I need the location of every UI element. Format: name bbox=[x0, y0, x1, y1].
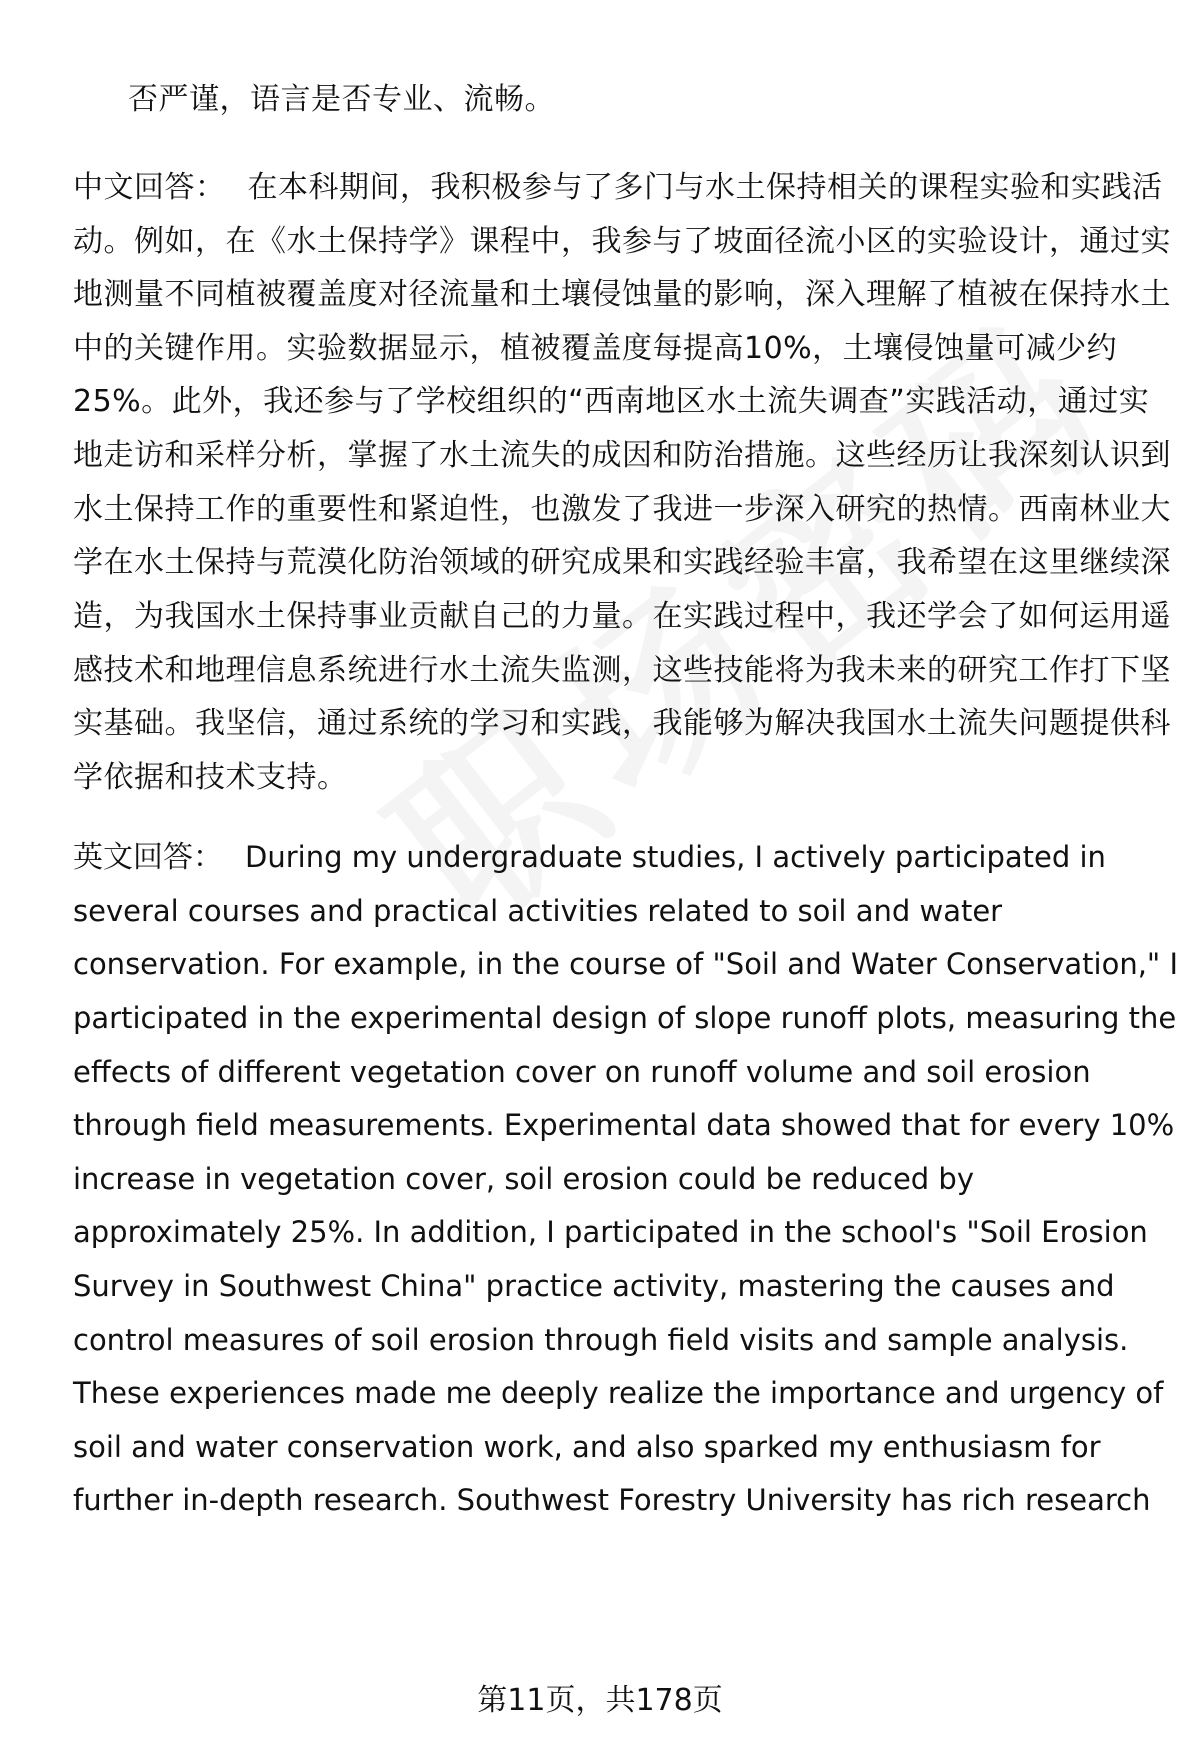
chinese-answer-line: 动。例如，在《水土保持学》课程中，我参与了坡面径流小区的实验设计，通过实 bbox=[73, 224, 1171, 259]
english-answer-line: control measures of soil erosion through field visits and sample analysis. bbox=[73, 1323, 1129, 1357]
english-answer-line: increase in vegetation cover, soil erosion could be reduced by bbox=[73, 1162, 974, 1196]
intro-line: 否严谨，语言是否专业、流畅。 bbox=[128, 82, 555, 117]
english-answer-line: several courses and practical activities related to soil and water bbox=[73, 894, 1003, 928]
english-answer-line: conservation. For example, in the course of "Soil and Water Conservation," I bbox=[73, 947, 1179, 981]
chinese-answer-line: 学在水土保持与荒漠化防治领域的研究成果和实践经验丰富，我希望在这里继续深 bbox=[73, 545, 1171, 580]
chinese-answer-line: 25%。此外，我还参与了学校组织的“西南地区水土流失调查”实践活动，通过实 bbox=[73, 384, 1150, 419]
chinese-answer-line: 实基础。我坚信，通过系统的学习和实践，我能够为解决我国水土流失问题提供科 bbox=[73, 706, 1171, 741]
english-answer-line: effects of different vegetation cover on runoff volume and soil erosion bbox=[73, 1055, 1091, 1089]
english-answer-line: through field measurements. Experimental data showed that for every 10% bbox=[73, 1108, 1175, 1142]
english-answer-text: During my undergraduate studies, I actively participated in bbox=[245, 840, 1106, 874]
english-answer-line: participated in the experimental design of slope runoff plots, measuring the bbox=[73, 1001, 1177, 1035]
chinese-answer-line: 中的关键作用。实验数据显示，植被覆盖度每提高10%，土壤侵蚀量可减少约 bbox=[73, 331, 1118, 366]
chinese-answer-line: 感技术和地理信息系统进行水土流失监测，这些技能将为我未来的研究工作打下坚 bbox=[73, 653, 1171, 688]
chinese-answer-line: 水土保持工作的重要性和紧迫性，也激发了我进一步深入研究的热情。西南林业大 bbox=[73, 492, 1171, 527]
chinese-answer-line: 地测量不同植被覆盖度对径流量和土壤侵蚀量的影响，深入理解了植被在保持水土 bbox=[73, 277, 1171, 312]
english-answer-line: These experiences made me deeply realize the importance and urgency of bbox=[73, 1376, 1164, 1410]
english-answer-line: further in-depth research. Southwest Forestry University has rich research bbox=[73, 1483, 1151, 1517]
chinese-answer-line: 地走访和采样分析，掌握了水土流失的成因和防治措施。这些经历让我深刻认识到 bbox=[73, 438, 1171, 473]
english-answer-line: soil and water conservation work, and also sparked my enthusiasm for bbox=[73, 1430, 1101, 1464]
chinese-answer-label: 中文回答： bbox=[73, 170, 226, 205]
english-answer-line: Survey in Southwest China" practice activity, mastering the causes and bbox=[73, 1269, 1115, 1303]
chinese-answer-line: 学依据和技术支持。 bbox=[73, 760, 348, 795]
page-number: 第11页，共178页 bbox=[477, 1683, 723, 1718]
english-answer-line bbox=[73, 837, 1163, 878]
english-answer-line: approximately 25%. In addition, I participated in the school's "Soil Erosion bbox=[73, 1215, 1148, 1249]
chinese-answer-text: 在本科期间，我积极参与了多门与水土保持相关的课程实验和实践活 bbox=[247, 170, 1163, 205]
english-answer-label: 英文回答： bbox=[73, 840, 223, 875]
chinese-answer-line bbox=[73, 168, 1163, 208]
chinese-answer-line: 造，为我国水土保持事业贡献自己的力量。在实践过程中，我还学会了如何运用遥 bbox=[73, 599, 1171, 634]
